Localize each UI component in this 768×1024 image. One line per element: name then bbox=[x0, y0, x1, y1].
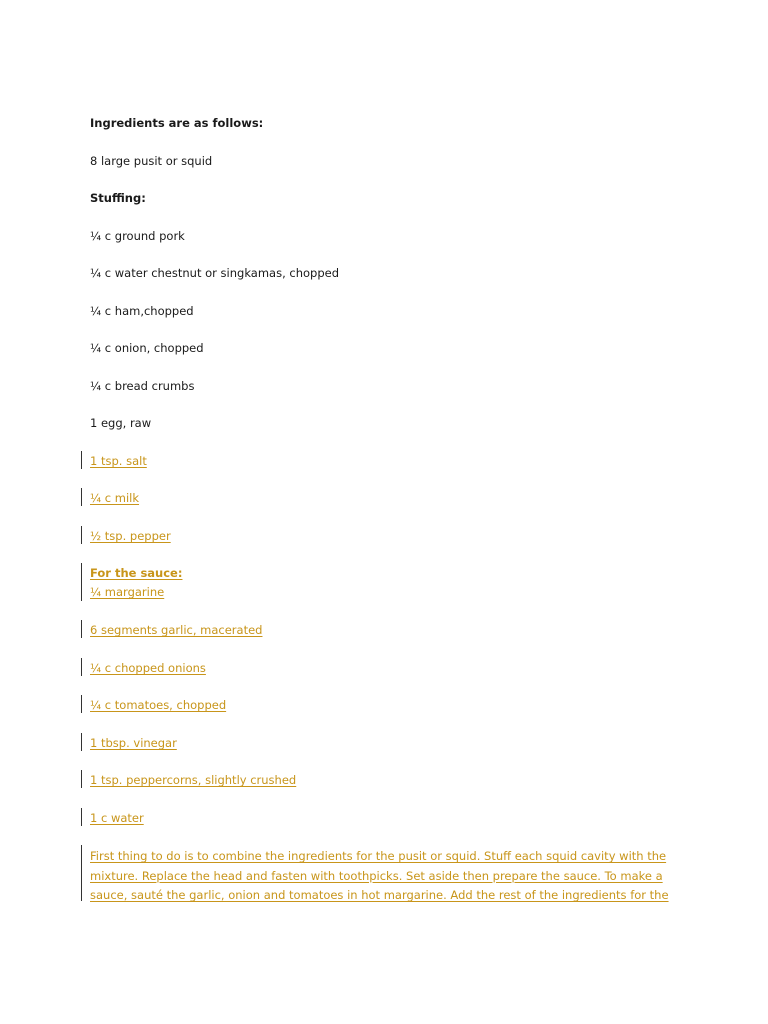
instructions-paragraph bbox=[90, 847, 680, 906]
sauce-item: 1 tbsp. vinegar bbox=[90, 736, 177, 750]
change-bar bbox=[81, 770, 82, 788]
stuffing-heading: Stuffing: bbox=[90, 191, 146, 205]
instructions-line: mixture. Replace the head and fasten with toothpicks. Set aside then prepare the sauce. To make a bbox=[90, 868, 663, 883]
sauce-item: 1 c water bbox=[90, 811, 144, 825]
stuffing-item: ¼ c ham,chopped bbox=[90, 304, 194, 318]
change-bar bbox=[81, 733, 82, 751]
stuffing-item: ½ tsp. pepper bbox=[90, 529, 171, 543]
sauce-item: ¼ c tomatoes, chopped bbox=[90, 698, 227, 712]
change-bar bbox=[81, 488, 82, 506]
instructions-line: First thing to do is to combine the ingredients for the pusit or squid. Stuff each squid cavity with the bbox=[90, 849, 667, 863]
stuffing-item: ¼ c bread crumbs bbox=[90, 379, 195, 393]
sauce-item: 6 segments garlic, macerated bbox=[90, 623, 263, 637]
stuffing-item: ¼ c milk bbox=[90, 491, 140, 505]
sauce-item: 1 tsp. peppercorns, slightly crushed bbox=[90, 773, 297, 787]
change-bar bbox=[81, 526, 82, 544]
sauce-item: ¼ c chopped onions bbox=[90, 661, 206, 675]
change-bar bbox=[81, 451, 82, 469]
stuffing-item: ¼ c water chestnut or singkamas, chopped bbox=[90, 266, 340, 280]
change-bar bbox=[81, 808, 82, 826]
change-bar bbox=[81, 658, 82, 676]
stuffing-item: ¼ c onion, chopped bbox=[90, 341, 204, 355]
sauce-heading: For the sauce: bbox=[90, 566, 183, 580]
stuffing-item: 1 egg, raw bbox=[90, 416, 152, 430]
instructions-line: sauce, sauté the garlic, onion and tomatoes in hot margarine. Add the rest of the ingredients for the bbox=[90, 888, 669, 902]
change-bar bbox=[81, 620, 82, 638]
stuffing-item: ¼ c ground pork bbox=[90, 229, 185, 243]
change-bar bbox=[81, 845, 82, 901]
main-ingredient: 8 large pusit or squid bbox=[90, 154, 213, 168]
sauce-item: ¼ margarine bbox=[90, 585, 165, 599]
stuffing-item: 1 tsp. salt bbox=[90, 454, 147, 468]
change-bar bbox=[81, 695, 82, 713]
change-bar bbox=[81, 563, 82, 601]
ingredients-heading: Ingredients are as follows: bbox=[90, 116, 264, 130]
